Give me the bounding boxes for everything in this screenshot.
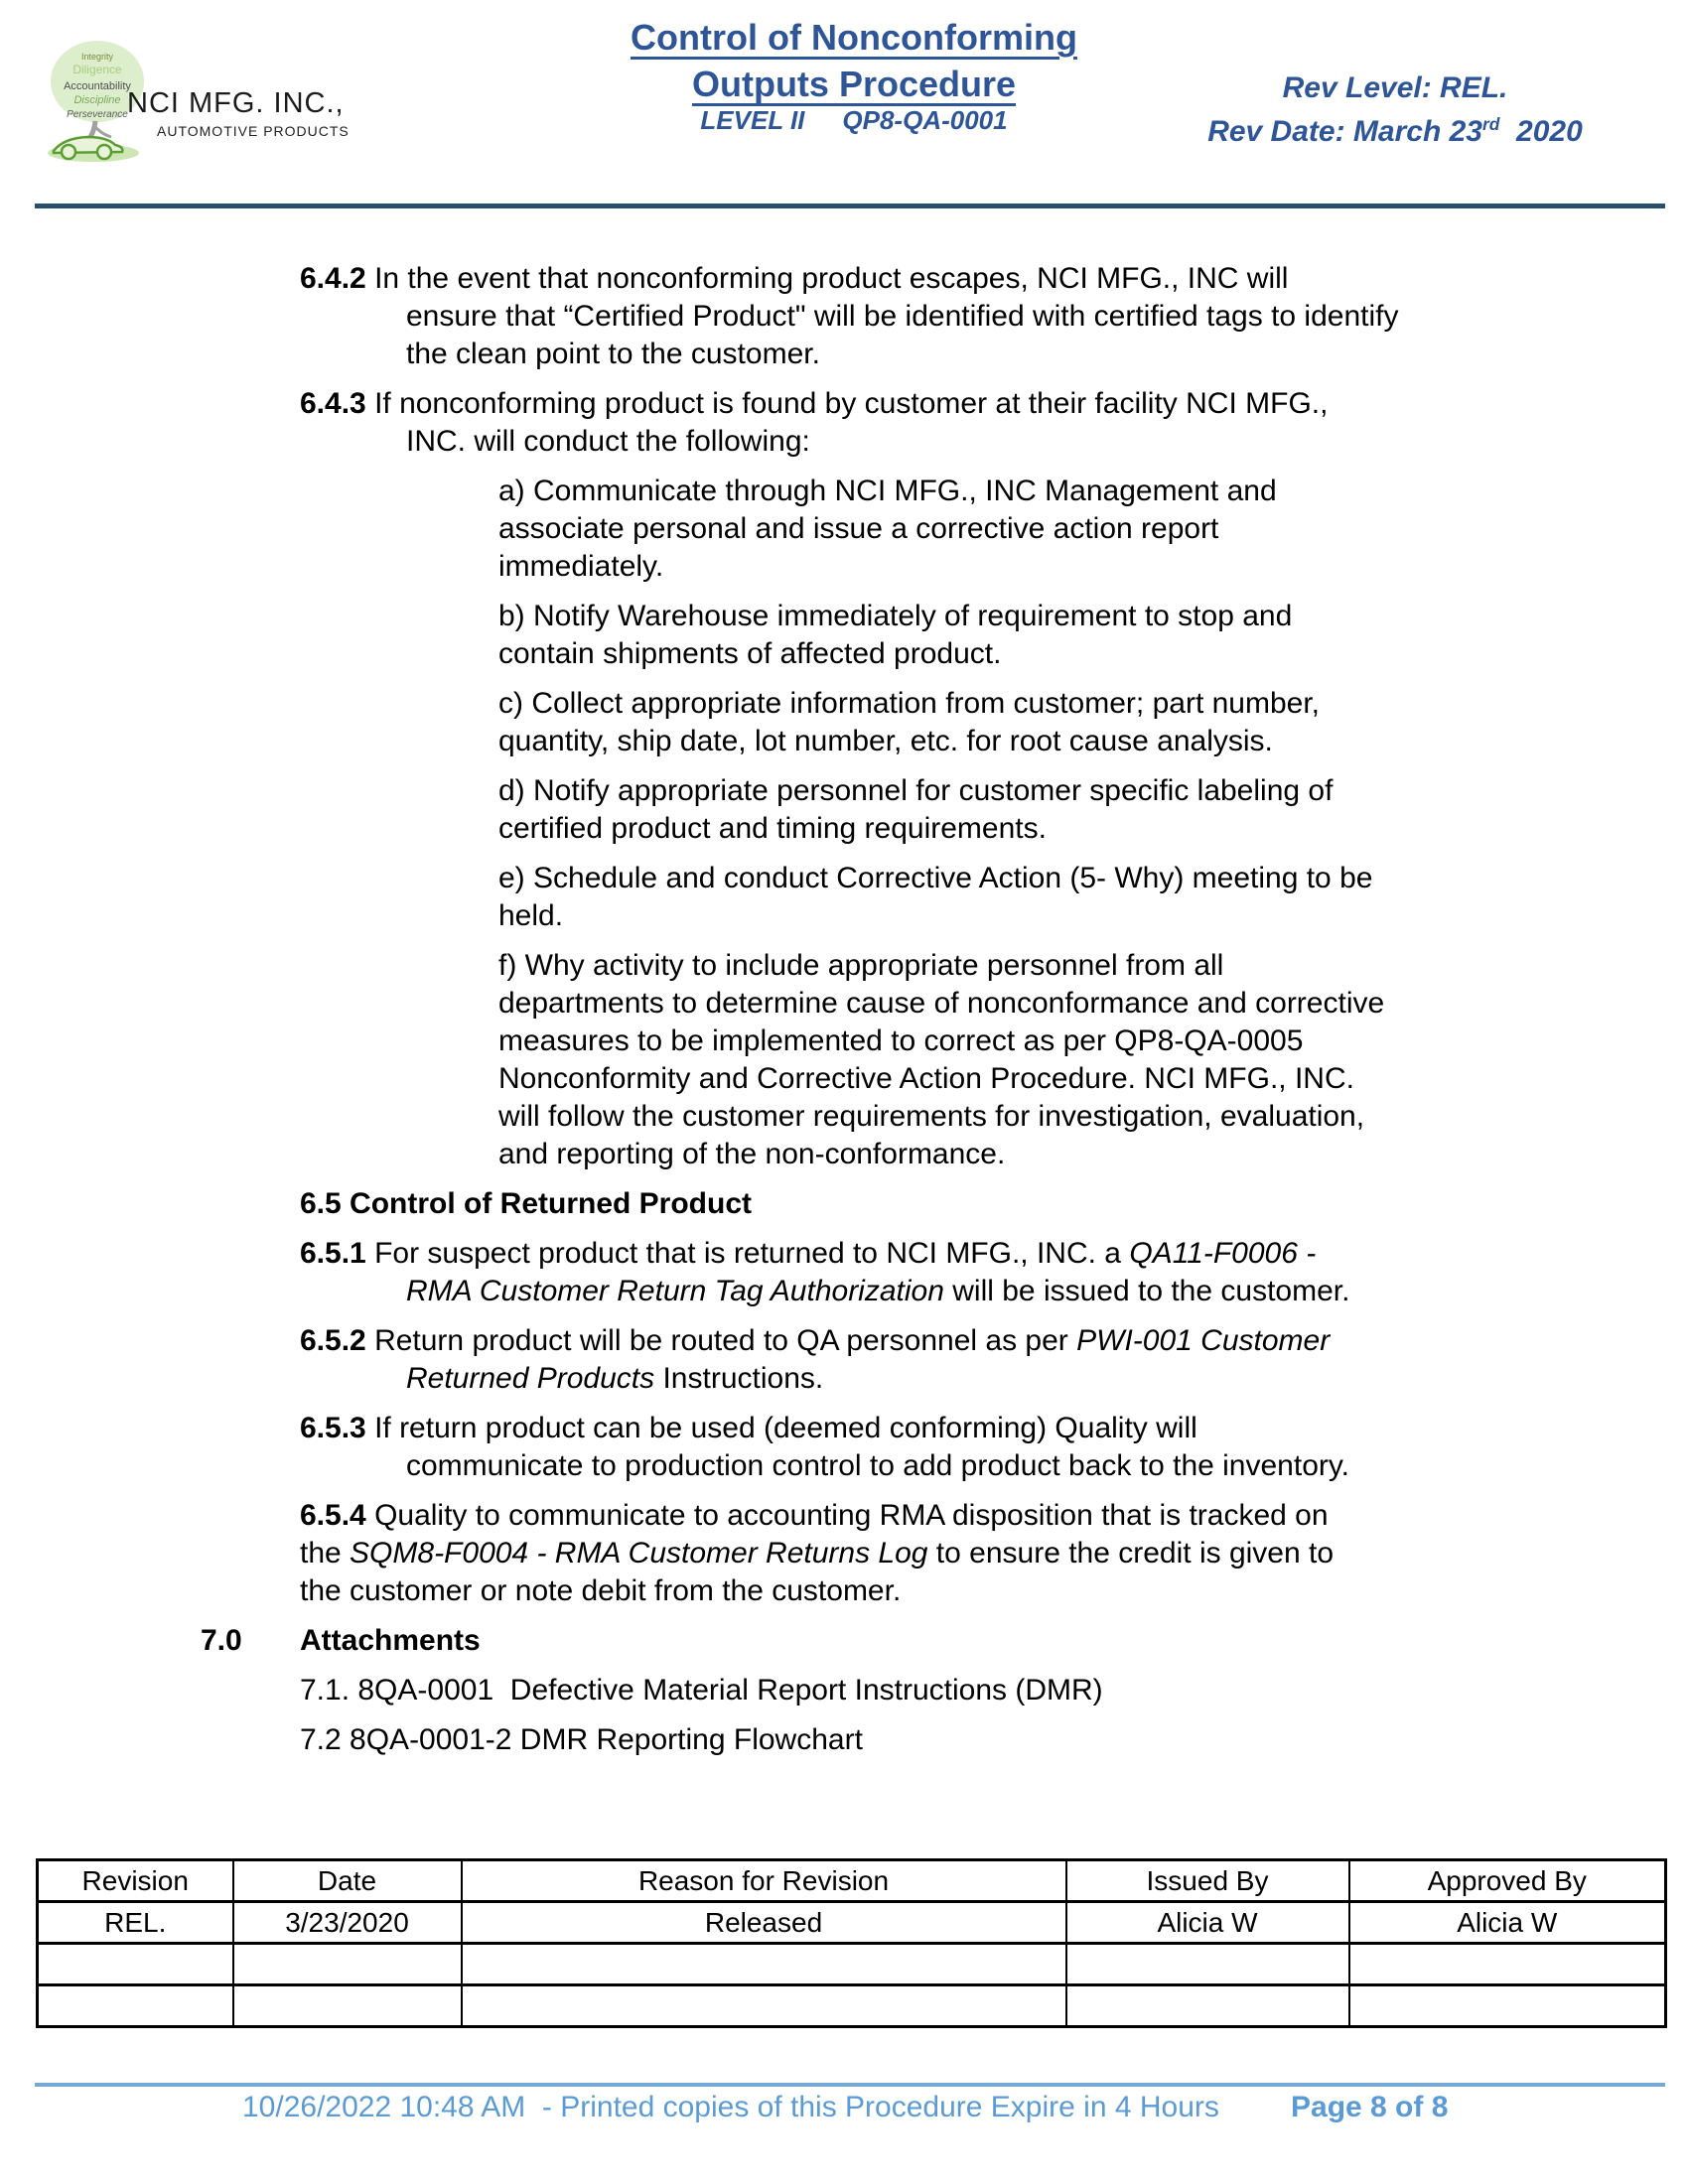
text-segment: held. [498, 899, 564, 932]
text-segment: QA11-F0006 - [1129, 1237, 1317, 1270]
doc-number: QP8-QA-0001 [842, 105, 1008, 135]
attachment-7-1 [300, 1672, 1688, 1709]
list-item-b [498, 598, 1688, 673]
section-6-4-2 [300, 260, 1688, 373]
tree-word: Integrity [80, 52, 114, 62]
revision-history-table [36, 1858, 1667, 2028]
tree-word: Diligence [72, 63, 122, 76]
footer-divider-rule [35, 2083, 1665, 2087]
text-segment: 6.5 Control of Returned Product [300, 1187, 753, 1220]
text-segment: the [300, 1537, 351, 1570]
list-item-a [498, 473, 1688, 586]
text-segment: to ensure the credit is given to [927, 1537, 1335, 1570]
text-segment: will be issued to the customer. [943, 1275, 1350, 1307]
text-segment: 6.5.3 [300, 1412, 375, 1444]
cell-reason [462, 1985, 1066, 2027]
text-segment: b) Notify Warehouse immediately of requirement to stop and [498, 600, 1293, 632]
text-segment: the clean point to the customer. [406, 338, 820, 370]
col-header-approved-by: Approved By [1349, 1860, 1666, 1902]
text-segment: Instructions. [654, 1362, 824, 1395]
list-item-d [498, 772, 1688, 848]
cell-revision [38, 1944, 233, 1985]
text-segment: 7.0 [201, 1624, 242, 1657]
cell-approved-by [1349, 1944, 1666, 1985]
footer-print-expiry-note: 10/26/2022 10:48 AM - Printed copies of this Procedure Expire in 4 Hours [242, 2091, 1219, 2123]
text-segment: 6.5.1 [300, 1237, 375, 1270]
table-row-empty [38, 1985, 1666, 2027]
cell-date: 3/23/2020 [233, 1902, 462, 1944]
section-6-5-2 [300, 1322, 1688, 1398]
list-item-c [498, 685, 1688, 760]
text-segment: f) Why activity to include appropriate personnel from all [498, 949, 1224, 982]
text-segment: SQM8-F0004 - RMA Customer Returns Log [350, 1537, 928, 1570]
text-segment: PWI-001 Customer [1076, 1324, 1331, 1357]
text-segment: communicate to production control to add product back to the inventory. [406, 1449, 1349, 1482]
cell-approved-by: Alicia W [1349, 1902, 1666, 1944]
list-item-f [498, 947, 1688, 1173]
rev-level: Rev Level: REL. [1282, 71, 1508, 104]
text-segment: immediately. [498, 550, 664, 583]
header-divider-rule [35, 204, 1665, 208]
table-row [38, 1902, 1666, 1944]
text-segment: INC. will conduct the following: [406, 425, 810, 458]
tree-word: Discipline [73, 94, 121, 106]
cell-date [233, 1944, 462, 1985]
document-level-line [506, 105, 1201, 136]
text-segment: RMA Customer Return Tag Authorization [406, 1275, 944, 1307]
level-label: LEVEL II [700, 105, 805, 135]
cell-revision [38, 1985, 233, 2027]
text-segment: measures to be implemented to correct as per QP8-QA-0005 [498, 1024, 1304, 1057]
table-header-row [38, 1860, 1666, 1902]
col-header-date: Date [233, 1860, 462, 1902]
text-segment: If nonconforming product is found by customer at their facility NCI MFG., [374, 387, 1329, 420]
text-segment: 7.2 8QA-0001-2 DMR Reporting Flowchart [300, 1723, 863, 1756]
text-segment: In the event that nonconforming product escapes, NCI MFG., INC will [374, 262, 1289, 295]
cell-reason [462, 1944, 1066, 1985]
text-segment: a) Communicate through NCI MFG., INC Management and [498, 475, 1277, 507]
text-segment: will follow the customer requirements for investigation, evaluation, [498, 1100, 1365, 1133]
text-segment: departments to determine cause of nonconformance and corrective [498, 987, 1385, 1020]
cell-approved-by [1349, 1985, 1666, 2027]
text-segment: For suspect product that is returned to NCI MFG., INC. a [374, 1237, 1130, 1270]
text-segment: certified product and timing requirements. [498, 812, 1047, 845]
text-segment: Attachments [300, 1624, 481, 1657]
tree-word: Accountability [64, 80, 131, 92]
text-segment: If return product can be used (deemed conforming) Quality will [374, 1412, 1197, 1444]
table-row-empty [38, 1944, 1666, 1985]
rev-date: Rev Date: March 23rd 2020 [1207, 114, 1583, 148]
cell-issued-by [1066, 1944, 1349, 1985]
text-segment: 6.4.2 [300, 262, 375, 295]
section-6-5-1 [300, 1235, 1688, 1310]
text-segment: 7.1. 8QA-0001 Defective Material Report Instructions (DMR) [300, 1674, 1103, 1706]
title-line-1: Control of Nonconforming [631, 17, 1077, 58]
col-header-reason: Reason for Revision [462, 1860, 1066, 1902]
company-tagline: AUTOMOTIVE PRODUCTS [157, 123, 350, 139]
text-segment: associate personal and issue a corrective action report [498, 512, 1219, 545]
cell-date [233, 1985, 462, 2027]
heading-6-5 [300, 1185, 1688, 1223]
text-segment: quantity, ship date, lot number, etc. for root cause analysis. [498, 725, 1273, 757]
attachment-7-2 [300, 1721, 1688, 1759]
cell-revision: REL. [38, 1902, 233, 1944]
col-header-issued-by: Issued By [1066, 1860, 1349, 1902]
revision-info [1147, 69, 1643, 150]
text-segment: Nonconformity and Corrective Action Procedure. NCI MFG., INC. [498, 1062, 1354, 1095]
section-6-5-4 [300, 1497, 1688, 1610]
text-segment: 6.5.4 [300, 1499, 375, 1532]
text-segment: the customer or note debit from the customer. [300, 1574, 902, 1607]
cell-reason: Released [462, 1902, 1066, 1944]
text-segment: ensure that “Certified Product" will be identified with certified tags to identify [406, 300, 1399, 333]
col-header-revision: Revision [38, 1860, 233, 1902]
text-segment: contain shipments of affected product. [498, 637, 1002, 670]
text-segment: 6.4.3 [300, 387, 375, 420]
text-segment: Quality to communicate to accounting RMA disposition that is tracked on [374, 1499, 1329, 1532]
text-segment: e) Schedule and conduct Corrective Action (5- Why) meeting to be [498, 862, 1373, 894]
heading-7-0 [201, 1622, 1688, 1660]
company-name: NCI MFG. INC., [127, 87, 345, 119]
text-segment: Return product will be routed to QA personnel as per [374, 1324, 1077, 1357]
cell-issued-by [1066, 1985, 1349, 2027]
document-title [506, 14, 1201, 107]
text-segment: d) Notify appropriate personnel for customer specific labeling of [498, 774, 1334, 807]
page-indicator: Page 8 of 8 [1291, 2091, 1449, 2123]
cell-issued-by: Alicia W [1066, 1902, 1349, 1944]
section-6-5-3 [300, 1410, 1688, 1485]
tree-word: Perseverance [67, 109, 128, 120]
text-segment: c) Collect appropriate information from customer; part number, [498, 687, 1321, 720]
text-segment: Returned Products [406, 1362, 655, 1395]
procedure-body [0, 260, 1688, 1771]
text-segment: 6.5.2 [300, 1324, 375, 1357]
list-item-e [498, 860, 1688, 935]
section-6-4-3 [300, 385, 1688, 461]
title-line-2: Outputs Procedure [691, 64, 1017, 104]
ordinal-suffix: rd [1481, 114, 1500, 134]
text-segment: and reporting of the non-conformance. [498, 1138, 1006, 1170]
